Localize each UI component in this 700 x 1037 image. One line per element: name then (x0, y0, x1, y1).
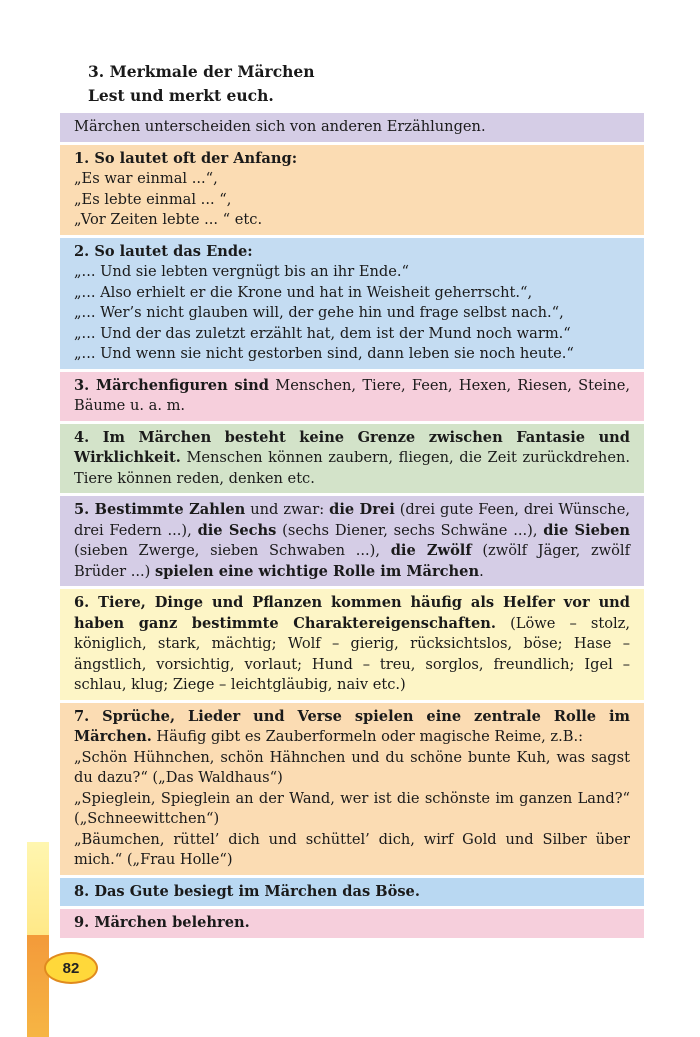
bold-text: die Drei (329, 501, 395, 518)
text: Menschen, Tiere, Feen, Hexen, Riesen, Steine, Bäume u. a. m. (74, 376, 631, 414)
bold-text: 8. Das Gute besiegt im Märchen das Böse. (74, 882, 420, 900)
bold-text: 6. Tiere, Dinge und Pflanzen kommen häufig als Helfer vor und haben ganz bestimmte Charaktereigenschaften. (74, 594, 630, 632)
box-line (74, 324, 630, 345)
text: (Löwe – stolz, königlich, stark, mächtig; Wolf – gierig, rücksichtslos, böse; Hase – ängstlich, vorsichtig, vorlaut; Hund – treu, sorglos, freundlich; Igel – schlau, klug; Ziege – leichtgläubig, naiv etc.) (74, 614, 630, 693)
text: Menschen können zaubern, fliegen, die Zeit zurückdrehen. Tiere können reden, denken etc. (74, 449, 630, 487)
bold-text: die Sechs (197, 521, 277, 539)
bold-text: 3. Märchenfiguren sind (74, 376, 269, 394)
feature-box-8 (60, 878, 644, 910)
box-line (74, 149, 630, 170)
section-heading (88, 60, 315, 108)
bold-text: 5. Bestimmte Zahlen (74, 501, 246, 518)
text: (sieben Zwerge, sieben Schwaben ...), (74, 542, 391, 559)
box-line (74, 262, 630, 283)
box-line (74, 242, 630, 263)
text: „... Und wenn sie nicht gestorben sind, dann leben sie noch heute.“ (74, 345, 574, 362)
text: „... Und sie lebten vergnügt bis an ihr Ende.“ (74, 263, 409, 280)
feature-box-7 (60, 703, 644, 878)
box-line (74, 303, 630, 324)
bold-text: die Sieben (543, 521, 630, 539)
box-line (74, 190, 630, 211)
text: Häufig gibt es Zauberformeln oder magische Reime, z.B.: (151, 728, 584, 745)
text: (sechs Diener, sechs Schwäne ...), (276, 521, 544, 539)
bold-text: spielen eine wichtige Rolle im Märchen (154, 562, 480, 580)
text: „Bäumchen, rüttel’ dich und schüttel’ dich, wirf Gold und Silber über mich.“ („Frau Holle“) (74, 830, 630, 868)
box-line (74, 344, 630, 365)
box-line (74, 210, 630, 231)
text: „Spieglein, Spieglein an der Wand, wer ist die schönste im ganzen Land?“ („Schneewittchen“) (74, 789, 630, 827)
feature-box-2 (60, 238, 644, 372)
feature-box-6 (60, 589, 644, 703)
page-number: 82 (62, 959, 80, 977)
text: (zwölf Jäger, zwölf Brüder ...) (74, 542, 630, 580)
bold-text: 7. Sprüche, Lieder und Verse spielen eine zentrale Rolle im Märchen. (74, 707, 630, 745)
text: „Es lebte einmal ... “, (74, 190, 232, 208)
bold-text: 1. So lautet oft der Anfang: (74, 149, 298, 167)
sidebar-decoration-orange (27, 935, 49, 1037)
text: und zwar: (245, 501, 330, 518)
box-line (74, 283, 630, 304)
box-line (74, 169, 630, 190)
text: „... Wer’s nicht glauben will, der gehe hin und frage selbst nach.“, (74, 304, 564, 321)
text: Märchen unterscheiden sich von anderen Erzählungen. (74, 118, 486, 135)
text: „Vor Zeiten lebte ... “ etc. (74, 211, 263, 228)
feature-box-0 (60, 113, 644, 145)
features-list (60, 113, 644, 941)
feature-box-4 (60, 424, 644, 497)
text: „Schön Hühnchen, schön Hähnchen und du schöne bunte Kuh, was sagst du dazu?“ („Das Waldhaus“) (74, 748, 630, 786)
bold-text: 9. Märchen belehren. (74, 914, 250, 931)
feature-box-9 (60, 909, 644, 941)
feature-box-3 (60, 372, 644, 424)
text: (drei gute Feen, drei Wünsche, drei Federn ...), (74, 501, 630, 539)
bold-text: 4. Im Märchen besteht keine Grenze zwischen Fantasie und Wirklichkeit. (74, 428, 630, 466)
text: „Es war einmal ...“, (74, 170, 218, 187)
section-subtitle: Lest und merkt euch. (88, 86, 274, 105)
page-number-badge (44, 952, 98, 984)
text: . (479, 562, 484, 580)
bold-text: 2. So lautet das Ende: (74, 242, 253, 260)
feature-box-1 (60, 145, 644, 238)
bold-text: die Zwölf (390, 542, 472, 559)
section-title: 3. Merkmale der Märchen (88, 62, 315, 81)
feature-box-5 (60, 496, 644, 589)
text: „... Und der das zuletzt erzählt hat, dem ist der Mund noch warm.“ (74, 324, 571, 342)
text: „... Also erhielt er die Krone und hat in Weisheit geherrscht.“, (74, 283, 533, 301)
